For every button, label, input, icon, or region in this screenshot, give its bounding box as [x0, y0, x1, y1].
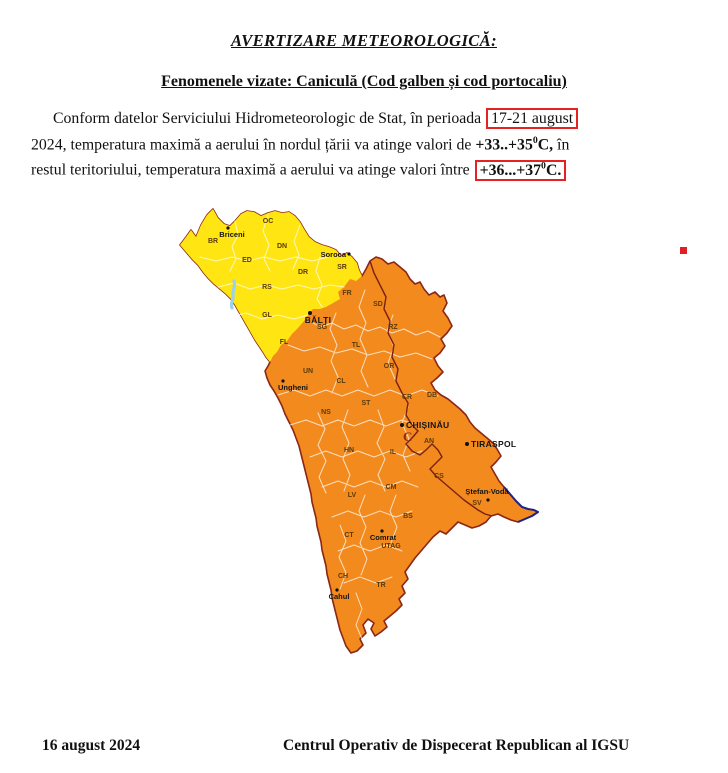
city-dot: [400, 423, 404, 427]
region-code-CH: CH: [337, 573, 349, 580]
region-code-IL: IL: [389, 449, 397, 456]
city-dot: [347, 252, 350, 255]
region-code-CM: CM: [385, 484, 397, 491]
text-segment: 0: [541, 160, 546, 172]
region-code-FR: FR: [342, 290, 352, 297]
footer-organization: Centrul Operativ de Dispecerat Republican al IGSU: [283, 737, 630, 754]
city-label: Ungheni: [278, 383, 308, 392]
text-segment: C,: [537, 135, 554, 153]
region-code-DN: DN: [276, 243, 288, 250]
moldova-warning-map: [160, 195, 700, 715]
region-code-SD: SD: [373, 301, 383, 308]
region-code-BR: BR: [207, 238, 219, 245]
region-code-ST: ST: [361, 400, 371, 407]
city-dot: [465, 442, 469, 446]
paragraph-line: [31, 130, 707, 156]
region-code-DB: DB: [426, 392, 438, 399]
city-dot: [486, 498, 489, 501]
region-code-DR: DR: [297, 269, 309, 276]
city-label: Briceni: [219, 230, 245, 239]
text-segment: 17-21 august: [491, 110, 574, 127]
region-code-UTAG: UTAG: [381, 543, 401, 550]
region-code-LV: LV: [347, 492, 357, 499]
city-label: Soroca: [320, 250, 346, 259]
region-code-CL: CL: [336, 378, 346, 385]
red-highlight-box: [486, 108, 578, 129]
region-code-RZ: RZ: [388, 324, 398, 331]
region-code-BS: BS: [403, 513, 413, 520]
moldova-map-container: [160, 195, 700, 715]
region-code-ED: ED: [242, 257, 252, 264]
region-code-FL: FL: [279, 339, 289, 346]
city-label: TIRASPOL: [471, 439, 517, 449]
city-label: Ștefan-Vodă: [465, 487, 509, 496]
text-segment: în: [553, 135, 570, 153]
text-segment: Conform datelor Serviciului Hidrometeorologic de Stat, în perioada: [53, 110, 486, 127]
city-label: Cahul: [328, 592, 350, 601]
region-code-HN: HN: [343, 447, 355, 454]
chisinau-letter-mark: C: [403, 429, 413, 444]
footer-date: 16 august 2024: [42, 737, 141, 754]
region-code-OC: OC: [262, 218, 274, 225]
region-code-TR: TR: [376, 582, 386, 589]
region-code-UN: UN: [302, 368, 314, 375]
text-segment: 2024, temperatura maximă a aerului în nordul țării va atinge valori de: [31, 135, 476, 153]
region-code-RS: RS: [262, 284, 272, 291]
region-code-CS: CS: [434, 473, 444, 480]
region-code-SG: SG: [316, 324, 328, 331]
city-label: BĂLȚI: [304, 315, 332, 325]
paragraph-line: [31, 155, 707, 181]
region-code-SV: SV: [472, 500, 482, 507]
text-segment: C.: [545, 161, 562, 179]
document-subtitle: Fenomenele vizate: Caniculă (Cod galben și cod portocaliu): [161, 73, 567, 90]
city-label: Comrat: [369, 533, 397, 542]
document-title: AVERTIZARE METEOROLOGICĂ:: [231, 31, 497, 50]
text-segment: +33..+35: [475, 135, 533, 153]
region-code-NS: NS: [321, 409, 331, 416]
text-segment: +36...+37: [479, 161, 542, 179]
text-segment: restul teritoriului, temperatura maximă a aerului va atinge valori între: [31, 161, 474, 179]
region-code-CT: CT: [344, 532, 354, 539]
red-highlight-box: [475, 160, 567, 181]
region-code-TL: TL: [351, 342, 361, 349]
region-code-SR: SR: [337, 264, 347, 271]
red-square-marker: [680, 247, 687, 254]
region-code-OR: OR: [383, 363, 395, 370]
region-code-GL: GL: [262, 312, 272, 319]
city-label: CHIȘINĂU: [406, 420, 450, 430]
region-code-AN: AN: [423, 438, 435, 445]
region-code-CR: CR: [401, 394, 413, 401]
warning-paragraph: [31, 108, 707, 181]
paragraph-line: [31, 108, 707, 130]
text-segment: 0: [532, 134, 538, 146]
